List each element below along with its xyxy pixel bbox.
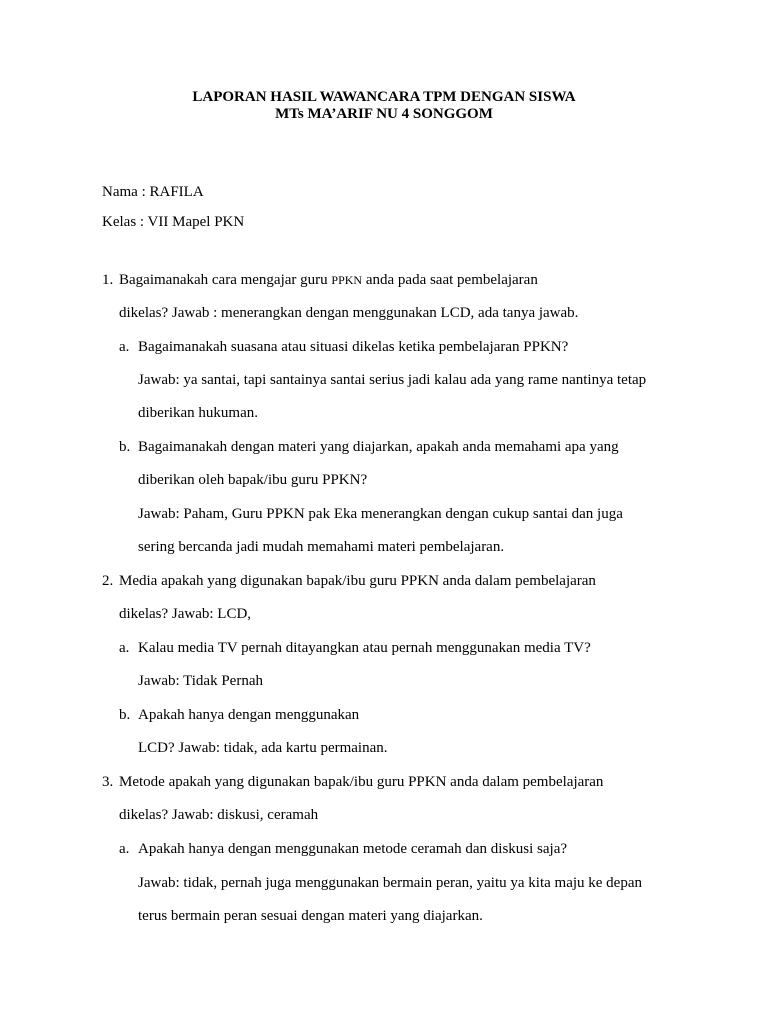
question-answer: dikelas? Jawab : menerangkan dengan menggunakan LCD, ada tanya jawab. (119, 305, 579, 321)
sub-question-text: Bagaimanakah suasana atau situasi dikelas ketika pembelajaran PPKN? (138, 339, 569, 355)
sub-answer-line: diberikan hukuman. (138, 405, 258, 421)
question-text: Media apakah yang digunakan bapak/ibu guru PPKN anda dalam pembelajaran (119, 573, 596, 589)
sub-question-marker: a. (119, 640, 130, 656)
sub-question-marker: b. (119, 707, 131, 723)
sub-question-marker: a. (119, 841, 130, 857)
sub-answer-line: Jawab: Tidak Pernah (138, 673, 263, 689)
question-number: 3. (102, 774, 114, 790)
question-number: 1. (102, 272, 114, 288)
question-text-part: Bagaimanakah cara mengajar guru (119, 272, 332, 288)
sub-answer-line: Jawab: Paham, Guru PPKN pak Eka menerangkan dengan cukup santai dan juga (138, 506, 623, 522)
student-class: Kelas : VII Mapel PKN (102, 214, 245, 230)
sub-answer-line: diberikan oleh bapak/ibu guru PPKN? (138, 472, 368, 488)
question-text (119, 271, 538, 289)
question-number: 2. (102, 573, 114, 589)
report-title: LAPORAN HASIL WAWANCARA TPM DENGAN SISWA (192, 89, 576, 105)
student-name: Nama : RAFILA (102, 184, 204, 200)
sub-question-text: Bagaimanakah dengan materi yang diajarkan, apakah anda memahami apa yang (138, 439, 619, 455)
sub-answer-line: terus bermain peran sesuai dengan materi yang diajarkan. (138, 908, 483, 924)
sub-question-marker: a. (119, 339, 130, 355)
question-text-abbrev: PPKN (331, 273, 363, 287)
question-answer: dikelas? Jawab: diskusi, ceramah (119, 807, 319, 823)
sub-answer-line: sering bercanda jadi mudah memahami materi pembelajaran. (138, 539, 505, 555)
sub-question-text: Kalau media TV pernah ditayangkan atau pernah menggunakan media TV? (138, 640, 591, 656)
school-name: MTs MA’ARIF NU 4 SONGGOM (275, 106, 493, 122)
sub-answer-line: Jawab: ya santai, tapi santainya santai serius jadi kalau ada yang rame nantinya tetap (138, 372, 647, 388)
sub-question-text: Apakah hanya dengan menggunakan (138, 707, 360, 723)
question-text-part: anda pada saat pembelajaran (362, 272, 538, 288)
sub-answer-line: LCD? Jawab: tidak, ada kartu permainan. (138, 740, 388, 756)
sub-question-text: Apakah hanya dengan menggunakan metode ceramah dan diskusi saja? (138, 841, 568, 857)
sub-answer-line: Jawab: tidak, pernah juga menggunakan bermain peran, yaitu ya kita maju ke depan (138, 875, 642, 891)
question-answer: dikelas? Jawab: LCD, (119, 606, 252, 622)
sub-question-marker: b. (119, 439, 131, 455)
question-text: Metode apakah yang digunakan bapak/ibu guru PPKN anda dalam pembelajaran (119, 774, 604, 790)
